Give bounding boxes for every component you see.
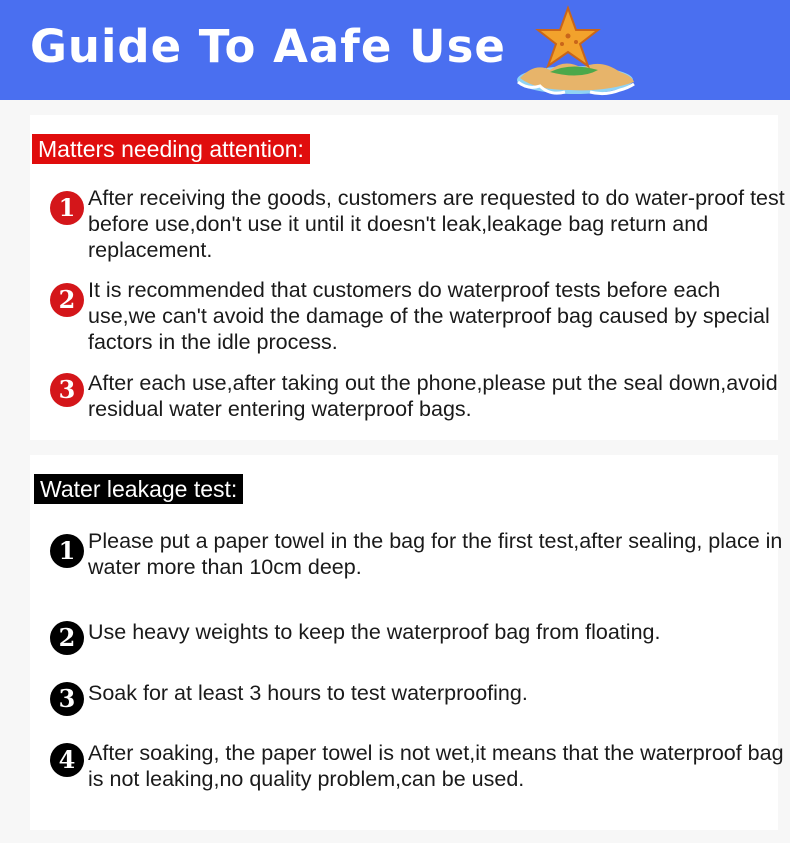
number-badge-icon: 2 <box>50 621 84 655</box>
leakage-test-label: Water leakage test: <box>34 474 243 504</box>
starfish-island-icon <box>510 0 640 100</box>
number-badge-icon: 3 <box>50 682 84 716</box>
attention-item-text: It is recommended that customers do waterproof tests before each use,we can't avoid the damage of the waterproof bag caused by special factors in the idle process. <box>88 278 770 354</box>
number-badge-icon: 2 <box>50 283 84 317</box>
page-title: Guide To Aafe Use <box>30 20 506 73</box>
attention-item-text: After receiving the goods, customers are requested to do water-proof test before use,don't use it until it doesn't leak,leakage bag return and replacement. <box>88 186 785 262</box>
number-badge-icon: 1 <box>50 534 84 568</box>
leakage-test-item-text: Use heavy weights to keep the waterproof bag from floating. <box>88 620 661 644</box>
attention-label: Matters needing attention: <box>32 134 310 164</box>
leakage-test-item-text: Please put a paper towel in the bag for the first test,after sealing, place in water more than 10cm deep. <box>88 529 783 579</box>
header-banner <box>0 0 790 100</box>
number-badge-icon: 1 <box>50 191 84 225</box>
leakage-test-item-text: After soaking, the paper towel is not wet,it means that the waterproof bag is not leaking,no quality problem,can be used. <box>88 741 784 791</box>
number-badge-icon: 4 <box>50 743 84 777</box>
attention-item-text: After each use,after taking out the phone,please put the seal down,avoid residual water entering waterproof bags. <box>88 371 778 421</box>
leakage-test-item-text: Soak for at least 3 hours to test waterproofing. <box>88 681 528 705</box>
number-badge-icon: 3 <box>50 373 84 407</box>
